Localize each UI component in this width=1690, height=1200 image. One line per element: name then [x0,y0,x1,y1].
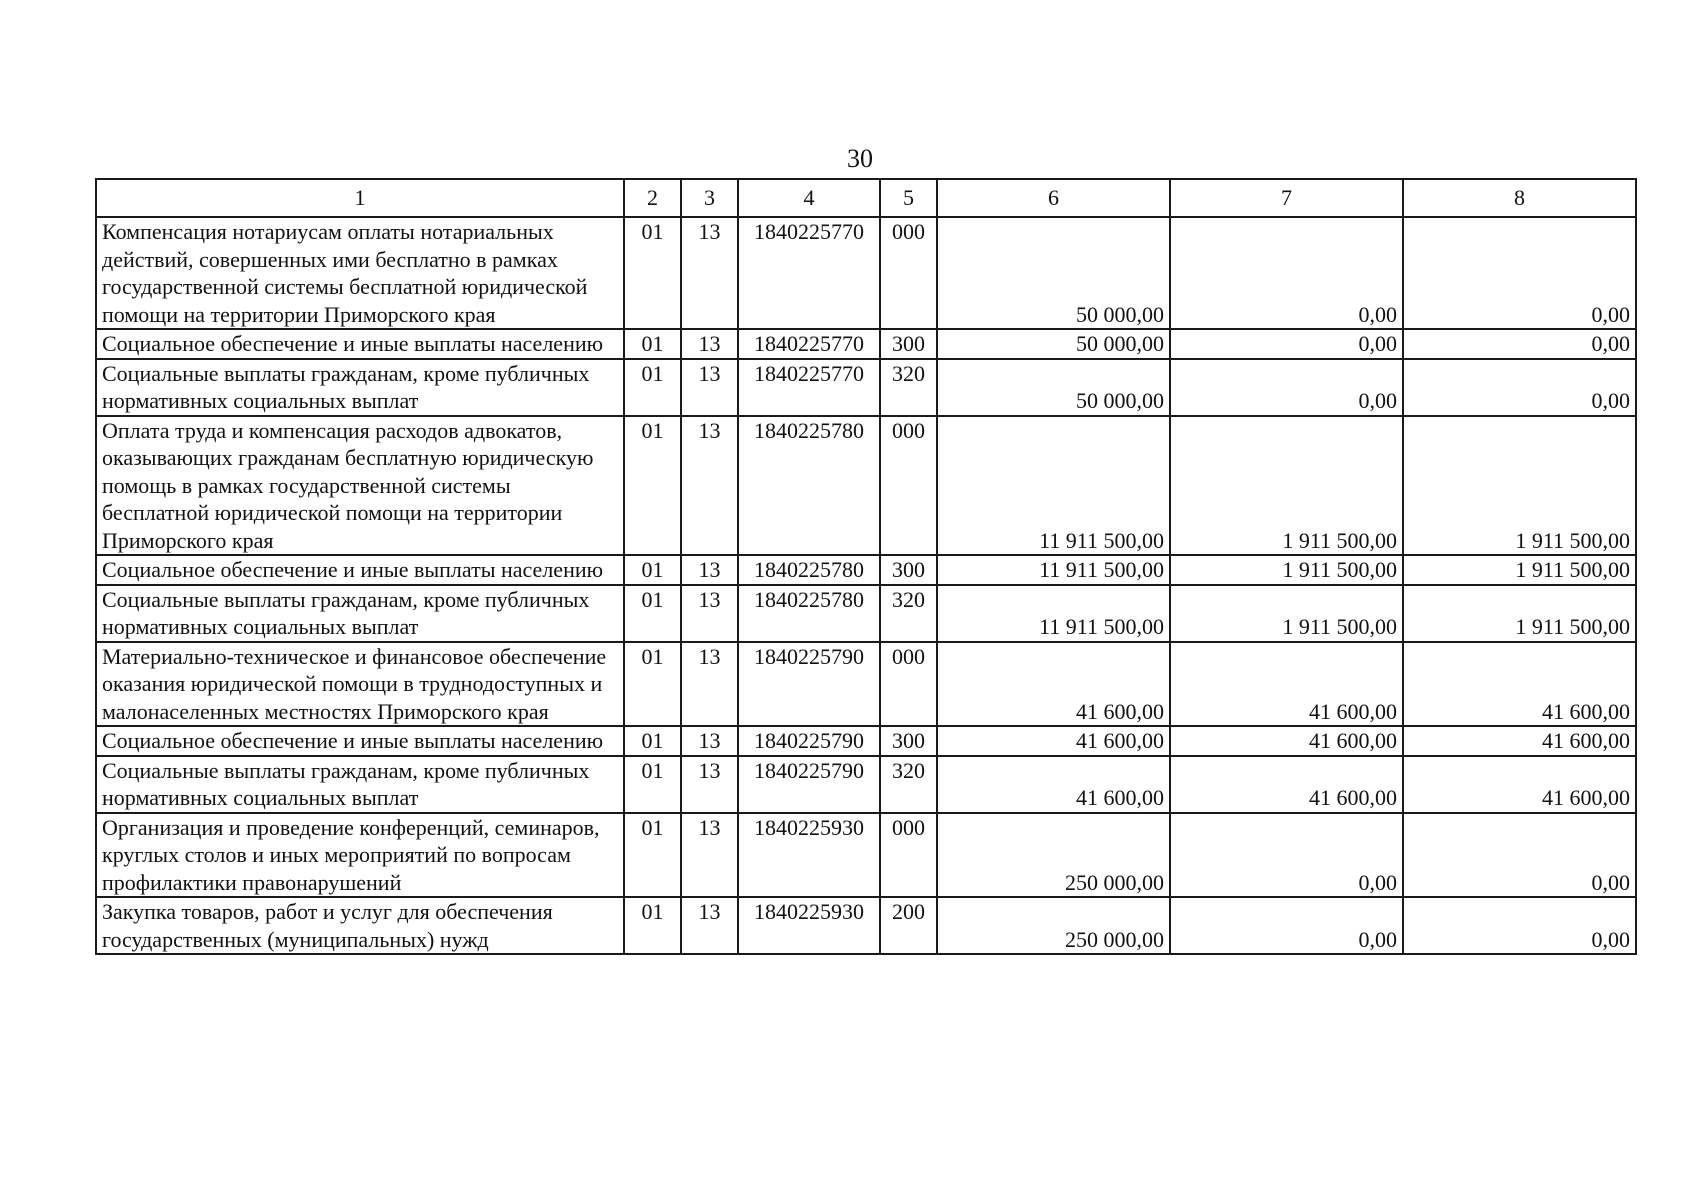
row-name: Социальные выплаты гражданам, кроме публичных нормативных социальных выплат [96,756,624,813]
row-amount-col7: 0,00 [1170,359,1403,416]
row-name: Социальные выплаты гражданам, кроме публичных нормативных социальных выплат [96,585,624,642]
row-amount-col8: 1 911 500,00 [1403,555,1636,585]
row-name: Социальное обеспечение и иные выплаты населению [96,726,624,756]
table-row [96,642,1636,727]
row-target-article: 1840225780 [738,416,880,556]
row-amount-col6: 50 000,00 [937,217,1170,329]
row-expense-type: 320 [880,359,937,416]
row-section: 01 [624,897,681,954]
row-amount-col7: 41 600,00 [1170,756,1403,813]
row-expense-type: 300 [880,726,937,756]
page-number: 30 [847,144,873,173]
row-amount-col7: 0,00 [1170,897,1403,954]
table-row [96,585,1636,642]
row-section: 01 [624,756,681,813]
row-target-article: 1840225780 [738,555,880,585]
row-name: Социальное обеспечение и иные выплаты населению [96,329,624,359]
row-target-article: 1840225770 [738,359,880,416]
row-target-article: 1840225790 [738,642,880,727]
row-amount-col7: 1 911 500,00 [1170,555,1403,585]
row-amount-col7: 41 600,00 [1170,726,1403,756]
row-amount-col8: 0,00 [1403,329,1636,359]
row-amount-col6: 250 000,00 [937,813,1170,898]
budget-table [95,178,1637,955]
row-section: 01 [624,329,681,359]
row-amount-col7: 41 600,00 [1170,642,1403,727]
row-subsection: 13 [681,756,738,813]
row-amount-col7: 0,00 [1170,813,1403,898]
row-name: Материально-техническое и финансовое обеспечение оказания юридической помощи в труднодоступных и малонаселенных местностях Приморского края [96,642,624,727]
row-section: 01 [624,642,681,727]
row-subsection: 13 [681,897,738,954]
row-amount-col6: 50 000,00 [937,359,1170,416]
row-amount-col6: 11 911 500,00 [937,585,1170,642]
row-target-article: 1840225790 [738,726,880,756]
row-amount-col8: 0,00 [1403,217,1636,329]
row-subsection: 13 [681,555,738,585]
row-expense-type: 000 [880,416,937,556]
row-section: 01 [624,726,681,756]
row-amount-col6: 41 600,00 [937,756,1170,813]
header-col-2: 2 [624,179,681,217]
table-row [96,813,1636,898]
table-row [96,329,1636,359]
row-subsection: 13 [681,416,738,556]
header-col-6: 6 [937,179,1170,217]
row-name: Оплата труда и компенсация расходов адвокатов, оказывающих гражданам бесплатную юридическую помощь в рамках государственной системы бесплатной юридической помощи на территории Приморского края [96,416,624,556]
row-target-article: 1840225790 [738,756,880,813]
row-amount-col8: 1 911 500,00 [1403,585,1636,642]
row-expense-type: 320 [880,756,937,813]
table-row [96,555,1636,585]
row-target-article: 1840225770 [738,329,880,359]
row-section: 01 [624,217,681,329]
row-amount-col7: 1 911 500,00 [1170,416,1403,556]
row-subsection: 13 [681,813,738,898]
header-col-4: 4 [738,179,880,217]
row-name: Социальное обеспечение и иные выплаты населению [96,555,624,585]
row-subsection: 13 [681,585,738,642]
row-expense-type: 000 [880,217,937,329]
row-section: 01 [624,585,681,642]
row-amount-col6: 250 000,00 [937,897,1170,954]
row-expense-type: 300 [880,329,937,359]
header-col-3: 3 [681,179,738,217]
row-subsection: 13 [681,217,738,329]
table-row [96,217,1636,329]
row-subsection: 13 [681,329,738,359]
row-expense-type: 000 [880,642,937,727]
row-amount-col8: 41 600,00 [1403,726,1636,756]
row-subsection: 13 [681,726,738,756]
header-row [96,179,1636,217]
row-section: 01 [624,813,681,898]
row-amount-col8: 0,00 [1403,897,1636,954]
row-subsection: 13 [681,359,738,416]
row-amount-col6: 11 911 500,00 [937,416,1170,556]
header-col-8: 8 [1403,179,1636,217]
row-amount-col8: 41 600,00 [1403,642,1636,727]
row-expense-type: 300 [880,555,937,585]
table-row [96,756,1636,813]
row-amount-col6: 41 600,00 [937,726,1170,756]
row-target-article: 1840225770 [738,217,880,329]
row-subsection: 13 [681,642,738,727]
row-name: Закупка товаров, работ и услуг для обеспечения государственных (муниципальных) нужд [96,897,624,954]
table-row [96,726,1636,756]
table-row [96,416,1636,556]
row-amount-col7: 0,00 [1170,329,1403,359]
row-amount-col6: 41 600,00 [937,642,1170,727]
row-section: 01 [624,416,681,556]
row-amount-col7: 0,00 [1170,217,1403,329]
row-amount-col8: 0,00 [1403,813,1636,898]
table-row [96,359,1636,416]
row-amount-col8: 1 911 500,00 [1403,416,1636,556]
header-col-1: 1 [96,179,624,217]
row-expense-type: 200 [880,897,937,954]
header-col-7: 7 [1170,179,1403,217]
table-row [96,897,1636,954]
row-amount-col6: 50 000,00 [937,329,1170,359]
row-expense-type: 320 [880,585,937,642]
row-amount-col6: 11 911 500,00 [937,555,1170,585]
row-section: 01 [624,359,681,416]
row-target-article: 1840225930 [738,813,880,898]
row-amount-col8: 41 600,00 [1403,756,1636,813]
row-amount-col8: 0,00 [1403,359,1636,416]
header-col-5: 5 [880,179,937,217]
row-expense-type: 000 [880,813,937,898]
row-name: Социальные выплаты гражданам, кроме публичных нормативных социальных выплат [96,359,624,416]
row-amount-col7: 1 911 500,00 [1170,585,1403,642]
row-section: 01 [624,555,681,585]
row-target-article: 1840225780 [738,585,880,642]
row-name: Компенсация нотариусам оплаты нотариальных действий, совершенных ими бесплатно в рамках государственной системы бесплатной юридической помощи на территории Приморского края [96,217,624,329]
row-target-article: 1840225930 [738,897,880,954]
row-name: Организация и проведение конференций, семинаров, круглых столов и иных мероприятий по вопросам профилактики правонарушений [96,813,624,898]
